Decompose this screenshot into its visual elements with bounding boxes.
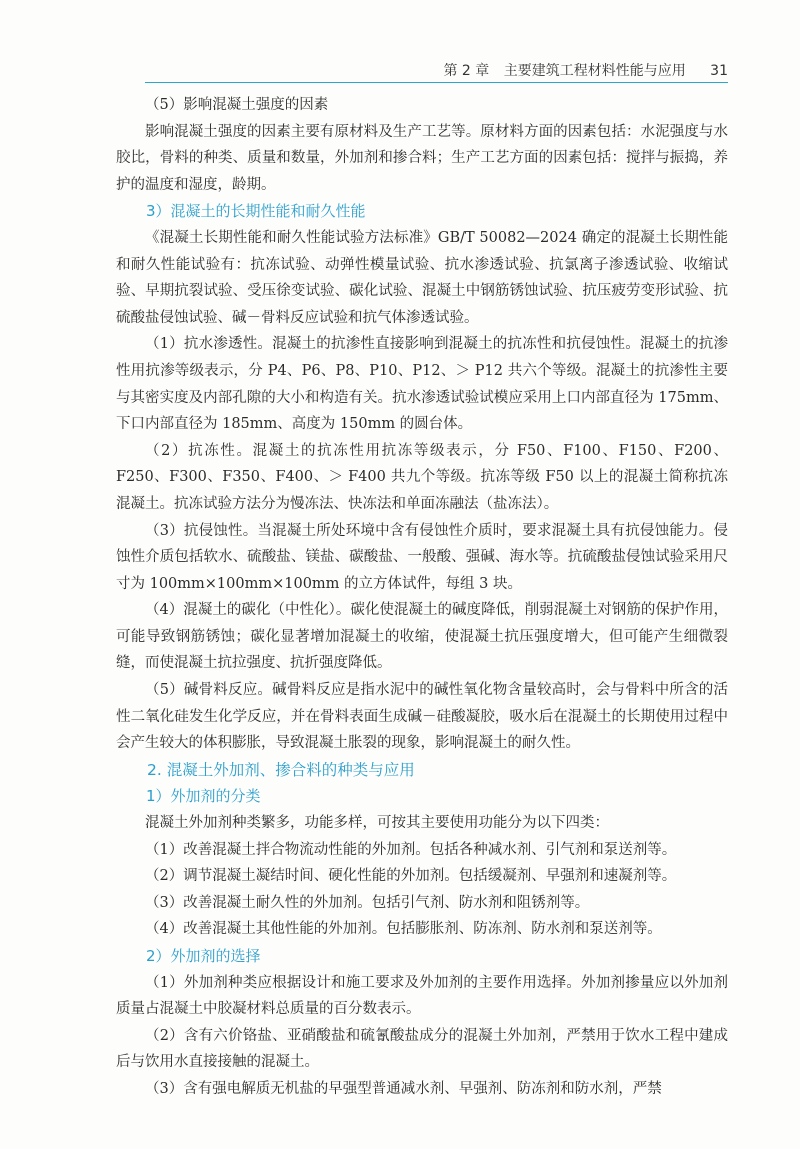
paragraph-admixture-intro: 混凝土外加剂种类繁多，功能多样，可按其主要使用功能分为以下四类： <box>145 815 609 832</box>
page-body <box>116 92 728 1103</box>
running-header <box>443 60 728 80</box>
list-item-admixture-2: （2）调节混凝土凝结时间、硬化性能的外加剂。包括缓凝剂、早强剂和速凝剂等。 <box>145 868 677 885</box>
header-rule <box>145 82 728 83</box>
paragraph-carbonation: （4）混凝土的碳化（中性化）。碳化使混凝土的碱度降低，削弱混凝土对钢筋的保护作用，可能导致钢筋锈蚀；碳化显著增加混凝土的收缩，使混凝土抗压强度增大，但可能产生细微裂缝，而使混凝土抗拉强度、抗折强度降低。 <box>116 602 728 672</box>
page-header <box>0 60 800 86</box>
list-item-selection-1: （1）外加剂种类应根据设计和施工要求及外加剂的主要作用选择。外加剂掺量应以外加剂质量占混凝土中胶凝材料总质量的百分数表示。 <box>116 974 728 1018</box>
list-item-admixture-1: （1）改善混凝土拌合物流动性能的外加剂。包括各种减水剂、引气剂和泵送剂等。 <box>145 841 677 858</box>
paragraph-erosion-resistance: （3）抗侵蚀性。当混凝土所处环境中含有侵蚀性介质时，要求混凝土具有抗侵蚀能力。侵蚀性介质包括软水、硫酸盐、镁盐、碳酸盐、一般酸、强碱、海水等。抗硫酸盐侵蚀试验采用尺寸为 100mm×100mm×100mm 的立方体试件，每组 3 块。 <box>116 522 728 592</box>
list-item-selection-3: （3）含有强电解质无机盐的早强型普通减水剂、早强剂、防冻剂和防水剂，严禁 <box>145 1080 662 1097</box>
list-item-admixture-4: （4）改善混凝土其他性能的外加剂。包括膨胀剂、防冻剂、防水剂和泵送剂等。 <box>145 921 662 938</box>
paragraph-durability-standard: 《混凝土长期性能和耐久性能试验方法标准》GB/T 50082—2024 确定的混凝土长期性能和耐久性能试验有：抗冻试验、动弹性模量试验、抗水渗透试验、抗氯离子渗透试验、收缩试验、早期抗裂试验、受压徐变试验、碳化试验、混凝土中钢筋锈蚀试验、抗压疲劳变形试验、抗硫酸盐侵蚀试验、碱－骨料反应试验和抗气体渗透试验。 <box>116 229 728 326</box>
section-heading-admixture-selection: 2）外加剂的选择 <box>146 947 261 965</box>
list-item-selection-2: （2）含有六价铬盐、亚硝酸盐和硫氰酸盐成分的混凝土外加剂，严禁用于饮水工程中建成后与饮用水直接接触的混凝土。 <box>116 1027 728 1071</box>
page-number: 31 <box>710 63 728 79</box>
section-heading-admixtures: 2. 混凝土外加剂、掺合料的种类与应用 <box>147 760 415 779</box>
paragraph-frost-resistance: （2）抗冻性。混凝土的抗冻性用抗冻等级表示，分 F50、F100、F150、F200、F250、F300、F350、F400、＞ F400 共九个等级。抗冻等级 F50 以上的混凝土简称抗冻混凝土。抗冻试验方法分为慢冻法、快冻法和单面冻融法（盐冻法）。 <box>116 442 728 512</box>
subsection-heading-strength-factors: （5）影响混凝土强度的因素 <box>145 97 329 113</box>
list-item-admixture-3: （3）改善混凝土耐久性的外加剂。包括引气剂、防水剂和阻锈剂等。 <box>145 894 590 911</box>
chapter-label: 第 2 章 <box>443 63 490 79</box>
section-heading-admixture-classification: 1）外加剂的分类 <box>146 787 261 806</box>
paragraph-strength-factors: 影响混凝土强度的因素主要有原材料及生产工艺等。原材料方面的因素包括：水泥强度与水胶比，骨料的种类、质量和数量，外加剂和掺合料；生产工艺方面的因素包括：搅拌与振捣，养护的温度和湿度，龄期。 <box>116 123 728 193</box>
chapter-title: 主要建筑工程材料性能与应用 <box>503 63 686 79</box>
paragraph-alkali-aggregate: （5）碱骨料反应。碱骨料反应是指水泥中的碱性氧化物含量较高时，会与骨料中所含的活性二氧化硅发生化学反应，并在骨料表面生成碱－硅酸凝胶，吸水后在混凝土的长期使用过程中会产生较大的体积膨胀，导致混凝土胀裂的现象，影响混凝土的耐久性。 <box>116 682 728 752</box>
paragraph-impermeability: （1）抗水渗透性。混凝土的抗渗性直接影响到混凝土的抗冻性和抗侵蚀性。混凝土的抗渗性用抗渗等级表示，分 P4、P6、P8、P10、P12、＞ P12 共六个等级。混凝土的抗渗性主要与其密实度及内部孔隙的大小和构造有关。抗水渗透试验试模应采用上口内部直径为 175mm、下口内部直径为 185mm、高度为 150mm 的圆台体。 <box>116 336 728 433</box>
section-heading-durability: 3）混凝土的长期性能和耐久性能 <box>146 202 366 221</box>
